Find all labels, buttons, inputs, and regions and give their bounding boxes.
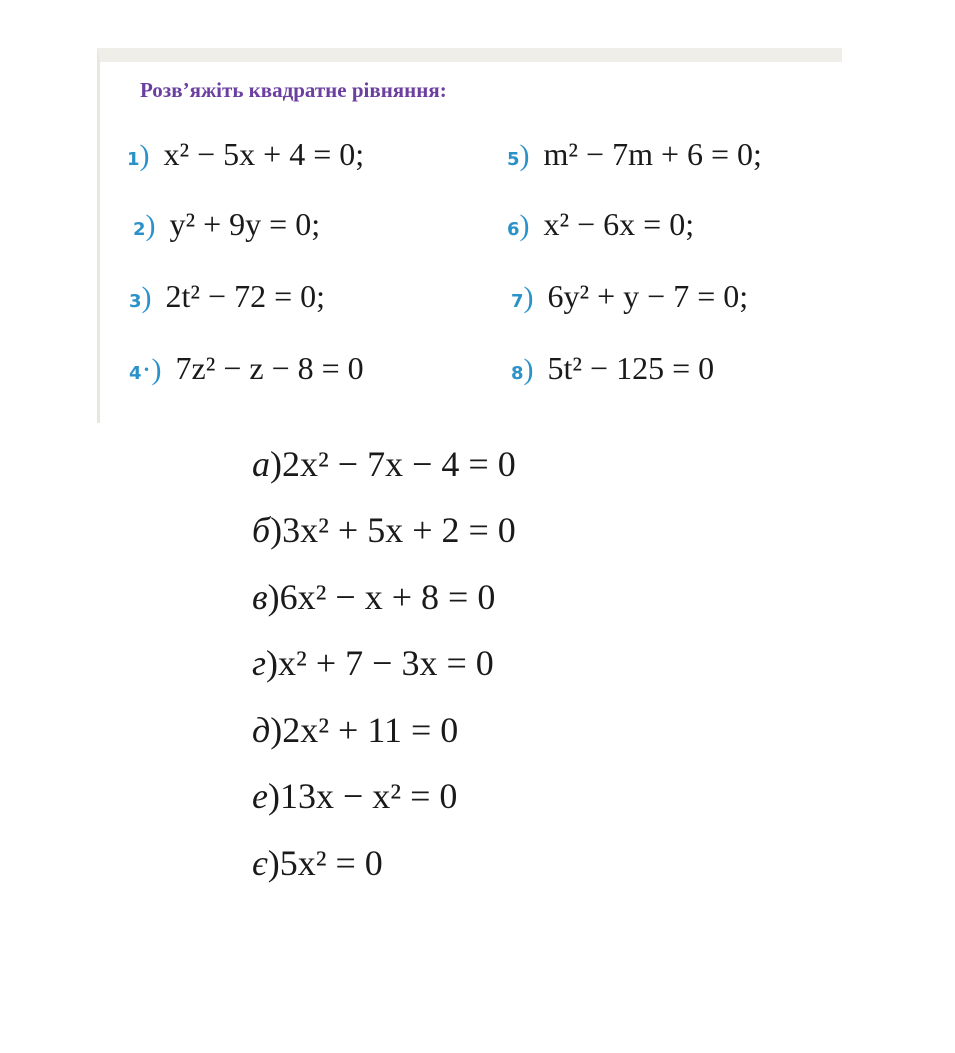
equation-text: 5t² − 125 = 0	[547, 350, 715, 386]
equation-text: 2x² + 11 = 0	[282, 710, 459, 750]
equation-text: 6y² + y − 7 = 0;	[547, 278, 749, 314]
equation-b: б)3x² + 5x + 2 = 0	[252, 510, 516, 550]
item-paren: )	[145, 209, 156, 242]
item-number: 8	[511, 363, 524, 384]
equation-5	[507, 138, 762, 171]
equation-text: 5x² = 0	[279, 843, 383, 883]
exercise-card	[97, 48, 842, 423]
item-number: 4	[129, 363, 142, 384]
item-letter: в	[252, 577, 268, 617]
equation-text: 2x² − 7x − 4 = 0	[282, 444, 516, 484]
equation-text: x² − 6x = 0;	[543, 206, 695, 242]
item-paren: )	[141, 281, 152, 314]
item-number: 2	[133, 219, 146, 240]
equation-8	[511, 352, 714, 385]
item-paren: )	[523, 353, 534, 386]
equation-1	[127, 138, 364, 171]
item-number: 5	[507, 149, 520, 170]
item-number: 6	[507, 219, 520, 240]
equation-a: а)2x² − 7x − 4 = 0	[252, 444, 516, 484]
equation-text: 6x² − x + 8 = 0	[279, 577, 496, 617]
item-letter: е	[252, 776, 268, 816]
item-number: 7	[511, 291, 524, 312]
equation-3	[129, 280, 325, 313]
item-letter: д	[252, 710, 271, 750]
equation-text: 2t² − 72 = 0;	[165, 278, 325, 314]
equation-text: 7z² − z − 8 = 0	[175, 350, 364, 386]
item-letter: г	[252, 643, 267, 683]
equation-text: 13x − x² = 0	[279, 776, 458, 816]
equation-e: е)13x − x² = 0	[252, 776, 458, 816]
item-paren: )	[519, 139, 530, 172]
equation-text: x² + 7 − 3x = 0	[278, 643, 494, 683]
equation-text: 3x² + 5x + 2 = 0	[282, 510, 516, 550]
equation-h: г)x² + 7 − 3x = 0	[252, 643, 494, 683]
exercise-title: Розв’яжіть квадратне рівняння:	[140, 78, 447, 102]
item-letter: є	[252, 843, 268, 883]
equation-d: д)2x² + 11 = 0	[252, 710, 459, 750]
item-paren: )	[139, 139, 150, 172]
equation-2	[133, 208, 320, 241]
equation-ye: є)5x² = 0	[252, 843, 383, 883]
equation-6	[507, 208, 694, 241]
equation-7	[511, 280, 748, 313]
item-number: 3	[129, 291, 142, 312]
equation-text: y² + 9y = 0;	[169, 206, 321, 242]
equation-4	[129, 352, 364, 385]
item-letter: б	[252, 510, 271, 550]
equation-text: x² − 5x + 4 = 0;	[163, 136, 365, 172]
item-letter: а	[252, 444, 270, 484]
equation-text: m² − 7m + 6 = 0;	[543, 136, 762, 172]
item-paren: )	[519, 209, 530, 242]
item-paren: ·)	[141, 353, 162, 386]
item-number: 1	[127, 149, 140, 170]
equation-v: в)6x² − x + 8 = 0	[252, 577, 496, 617]
item-paren: )	[523, 281, 534, 314]
